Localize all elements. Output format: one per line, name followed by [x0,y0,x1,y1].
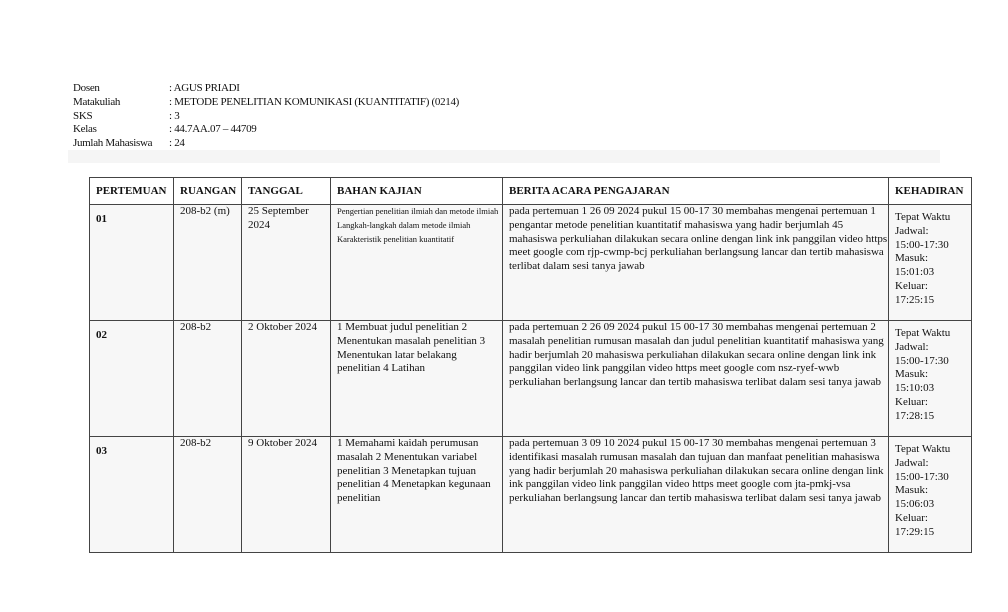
berita-acara-cell: pada pertemuan 3 09 10 2024 pukul 15 00-17 30 membahas mengenai pertemuan 3 identifikasi masalah rumusan masalah dan tujuan dan manfaat penelitian mahasiswa yang hadir berjumlah 20 mahasiswa perkuliahan dilakukan secara online dengan link ink panggilan video link panggilan video https meet google com jta-pmkj-vsa perkuliahan berlangsung lancar dan tertib mahasiswa terlibat dalam sesi tanya jawab [503,437,889,553]
keluar-value: 17:28:15 [895,409,935,422]
column-header-bahan-kajian: BAHAN KAJIAN [331,178,503,205]
dosen-row [73,82,459,96]
dosen-value: : AGUS PRIADI [169,82,240,94]
table-row [90,205,972,321]
ruangan-cell: 208-b2 (m) [174,205,242,321]
jadwal-value: 15:00-17:30 [895,470,949,483]
kelas-label: Kelas [73,123,97,136]
tanggal-cell: 9 Oktober 2024 [242,437,331,553]
keluar-value: 17:25:15 [895,293,935,306]
column-header-berita-acara: BERITA ACARA PENGAJARAN [503,178,889,205]
masuk-value: 15:01:03 [895,266,935,279]
berita-acara-table [89,177,972,553]
table-header-row [90,178,972,205]
berita-acara-cell: pada pertemuan 1 26 09 2024 pukul 15 00-17 30 membahas mengenai pertemuan 1 pengantar metode penelitian kuantitatif mahasiswa yang hadir berjumlah 45 mahasiswa perkuliahan dilakukan secara online dengan link ink panggilan video https meet google com rjp-cwmp-bcj perkuliahan berlangsung lancar dan tertib mahasiswa terlibat dalam sesi tanya jawab [503,205,889,321]
ruangan-cell: 208-b2 [174,437,242,553]
matakuliah-value: : METODE PENELITIAN KOMUNIKASI (KUANTITATIF) (0214) [169,95,460,108]
sks-label: SKS [73,109,93,122]
kehadiran-cell [889,437,972,553]
berita-acara-cell: pada pertemuan 2 26 09 2024 pukul 15 00-17 30 membahas mengenai pertemuan 2 masalah penelitian rumusan masalah dan judul penelitian kuantitatif mahasiswa yang hadir berjumlah 20 mahasiswa perkuliahan dilakukan secara online dengan link ink panggilan video link panggilan video https meet google com nsz-ryef-wwb perkuliahan berlangsung lancar dan tertib mahasiswa terlibat dalam sesi tanya jawab [503,321,889,437]
tanggal-cell: 2 Oktober 2024 [242,321,331,437]
jadwal-label: Jadwal: [895,456,929,469]
keluar-label: Keluar: [895,279,928,292]
pertemuan-cell: 01 [90,205,174,321]
header-divider-band [68,150,940,163]
tanggal-cell: 25 September 2024 [242,205,331,321]
column-header-ruangan: RUANGAN [174,178,242,205]
pertemuan-cell: 02 [90,321,174,437]
ruangan-cell: 208-b2 [174,321,242,437]
masuk-label: Masuk: [895,252,928,265]
jadwal-value: 15:00-17:30 [895,354,949,367]
keluar-label: Keluar: [895,395,928,408]
kelas-value: : 44.7AA.07 – 44709 [169,123,257,136]
masuk-label: Masuk: [895,484,928,497]
jadwal-label: Jadwal: [895,224,929,237]
pertemuan-cell: 03 [90,437,174,553]
jadwal-value: 15:00-17:30 [895,238,949,251]
matakuliah-row [73,96,459,110]
sks-value: : 3 [169,109,180,122]
column-header-tanggal: TANGGAL [242,178,331,205]
status-label: Tepat Waktu [895,327,951,339]
jadwal-label: Jadwal: [895,340,929,353]
dosen-label: Dosen [73,82,100,94]
table-row [90,437,972,553]
bahan-kajian-cell: Pengertian penelitian ilmiah dan metode ilmiah Langkah-langkah dalam metode ilmiah Karakteristik penelitian kuantitatif [331,205,503,321]
kelas-row [73,123,459,137]
kehadiran-cell [889,321,972,437]
status-label: Tepat Waktu [895,211,951,223]
table-row [90,321,972,437]
jumlah-mahasiswa-value: : 24 [169,137,185,150]
bahan-kajian-cell: 1 Membuat judul penelitian 2 Menentukan masalah penelitian 3 Menentukan latar belakang penelitian 4 Latihan [331,321,503,437]
keluar-value: 17:29:15 [895,525,935,538]
keluar-label: Keluar: [895,511,928,524]
jumlah-mahasiswa-label: Jumlah Mahasiswa [73,137,153,150]
column-header-pertemuan: PERTEMUAN [90,178,174,205]
column-header-kehadiran: KEHADIRAN [889,178,972,205]
jumlah-mahasiswa-row [73,137,459,151]
masuk-value: 15:06:03 [895,498,935,511]
masuk-label: Masuk: [895,368,928,381]
kehadiran-cell [889,205,972,321]
course-info-header [73,82,459,151]
sks-row [73,110,459,124]
masuk-value: 15:10:03 [895,382,935,395]
matakuliah-label: Matakuliah [73,95,121,108]
status-label: Tepat Waktu [895,443,951,455]
bahan-kajian-cell: 1 Memahami kaidah perumusan masalah 2 Menentukan variabel penelitian 3 Menetapkan tujuan penelitian 4 Menetapkan kegunaan penelitian [331,437,503,553]
